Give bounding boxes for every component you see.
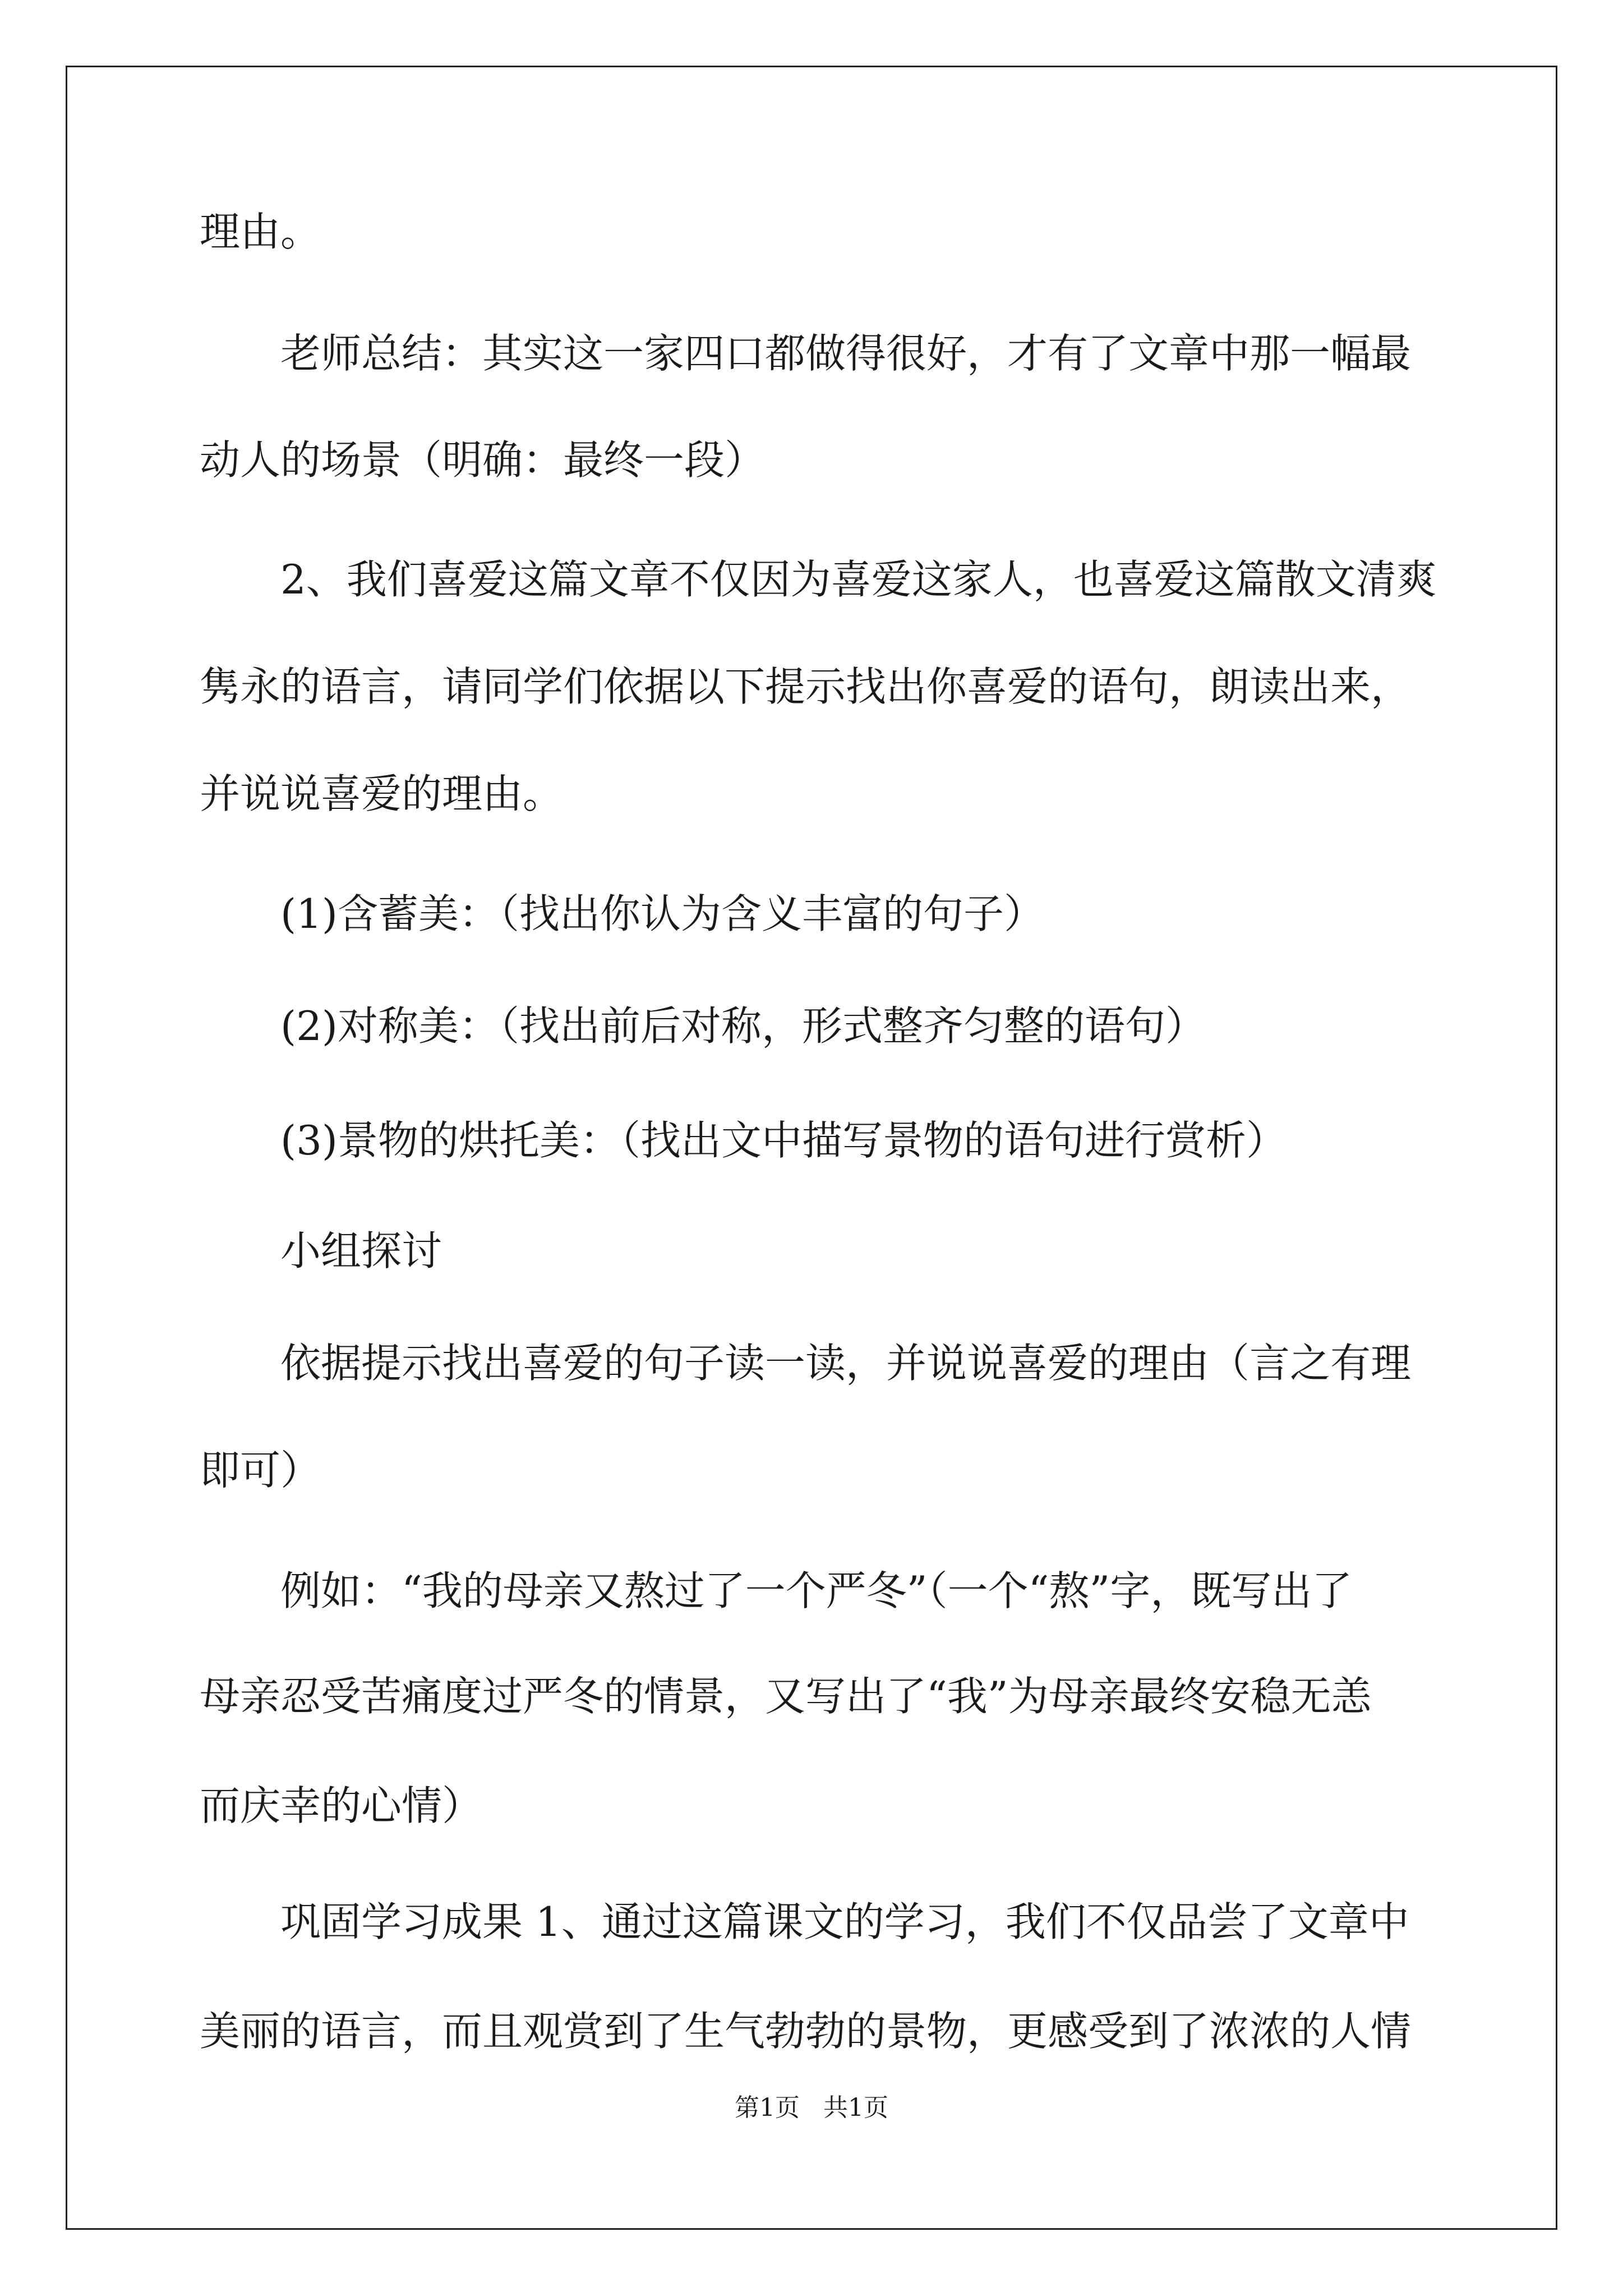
- text-line: 巩固学习成果 1、通过这篇课文的学习，我们不仅品尝了文章中: [280, 1898, 1409, 1945]
- text-line: 老师总结：其实这一家四口都做得很好，才有了文章中那一幅最: [280, 330, 1412, 377]
- text-line: 理由。: [200, 208, 321, 255]
- text-line: (1)含蓄美：（找出你认为含义丰富的句子）: [280, 890, 1044, 937]
- text-line: (2)对称美：（找出前后对称，形式整齐匀整的语句）: [280, 1002, 1206, 1050]
- text-line: 隽永的语言，请同学们依据以下提示找出你喜爱的语句，朗读出来，: [200, 663, 1412, 710]
- text-line: 美丽的语言，而且观赏到了生气勃勃的景物，更感受到了浓浓的人情: [200, 2008, 1412, 2055]
- text-line: 即可）: [200, 1447, 321, 1494]
- text-line: 小组探讨: [280, 1227, 442, 1274]
- text-line: 2、我们喜爱这篇文章不仅因为喜爱这家人，也喜爱这篇散文清爽: [280, 556, 1437, 603]
- text-line: 而庆幸的心情）: [200, 1782, 483, 1829]
- text-line: 例如：“我的母亲又熬过了一个严冬”（一个“熬”字，既写出了: [280, 1567, 1353, 1614]
- page-number-footer: 第1页 共1页: [735, 2093, 888, 2122]
- text-line: (3)景物的烘托美：（找出文中描写景物的语句进行赏析）: [280, 1117, 1287, 1164]
- text-line: 动人的场景（明确：最终一段）: [200, 436, 766, 484]
- text-line: 依据提示找出喜爱的句子读一读，并说说喜爱的理由（言之有理: [280, 1340, 1412, 1387]
- text-line: 母亲忍受苦痛度过严冬的情景，又写出了“我”为母亲最终安稳无恙: [200, 1673, 1372, 1720]
- text-line: 并说说喜爱的理由。: [200, 770, 564, 817]
